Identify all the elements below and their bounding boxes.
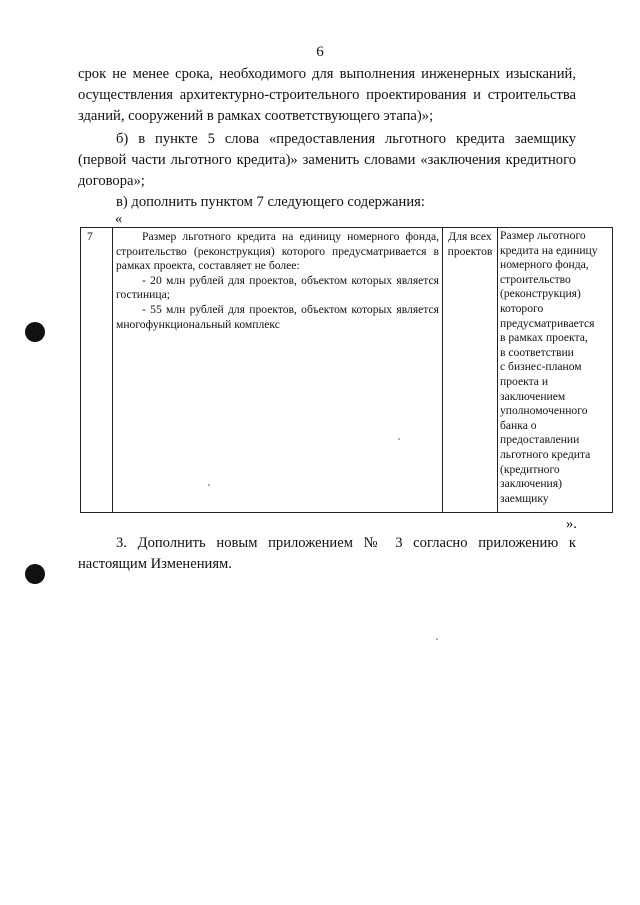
paragraph-a-line-1: срок не менее срока, необходимого для выполнения инженерных изысканий, [78,66,576,82]
basis-line: уполномоченного [500,404,588,418]
basis-line: банка о [500,418,537,432]
open-quote: « [115,211,123,227]
paragraph-b-line-3: договора»; [78,173,145,189]
basis-line: в соответствии [500,345,574,359]
basis-line: Размер льготного [500,229,586,242]
description-item-complex: - 55 млн рублей для проектов, объектом которых является многофункциональный комплекс [116,302,439,331]
punch-hole-upper [25,322,45,342]
basis-line: номерного фонда, [500,258,589,272]
paragraph-a-line-3: зданий, сооружений в рамках соответствующего этапа)»; [78,108,434,124]
basis-line: в рамках проекта, [500,331,588,345]
paragraph-3-line-1: 3. Дополнить новым приложением № 3 согласно приложению к [116,535,576,551]
amendment-table [80,227,613,513]
basis-line: (реконструкция) [500,287,581,301]
basis-line: кредита на единицу [500,243,598,257]
basis-line: предоставлении [500,433,580,447]
scan-speck [398,438,400,440]
basis-line: проекта и [500,374,549,388]
basis-line: заключением [500,389,566,403]
scan-speck [208,484,210,486]
basis-line: с бизнес-планом [500,360,582,374]
description-item-hotel: - 20 млн рублей для проектов, объектом которых является гостиница; [116,273,439,302]
basis-line: заемщику [500,491,549,505]
paragraph-c: в) дополнить пунктом 7 следующего содержания: [116,194,425,210]
scan-speck [436,638,438,640]
applicability-cell: Для всех проектов [443,228,498,513]
basis-line: строительство [500,272,571,286]
basis-line: заключения) [500,477,562,491]
paragraph-3-line-2: настоящим Изменениям. [78,556,232,572]
basis-line: предусматривается [500,316,595,330]
description-cell [113,228,443,513]
paragraph-b-line-2: (первой части льготного кредита)» заменить словами «заключения кредитного [78,152,576,168]
paragraph-b-line-1: б) в пункте 5 слова «предоставления льготного кредита заемщику [116,131,576,147]
basis-line: (кредитного [500,462,560,476]
basis-cell [498,228,613,513]
page-number: 6 [316,44,324,60]
basis-line: льготного кредита [500,447,591,461]
close-quote: ». [566,516,577,532]
row-number-cell: 7 [81,228,113,513]
basis-line: которого [500,301,544,315]
description-intro: Размер льготного кредита на единицу номерного фонда, строительство (реконструкция) которого предусматривается в рамках проекта, составляет не более: [116,230,439,273]
punch-hole-lower [25,564,45,584]
paragraph-a-line-2: осуществления архитектурно-строительного проектирования и строительства [78,87,576,103]
table-row [81,228,613,513]
